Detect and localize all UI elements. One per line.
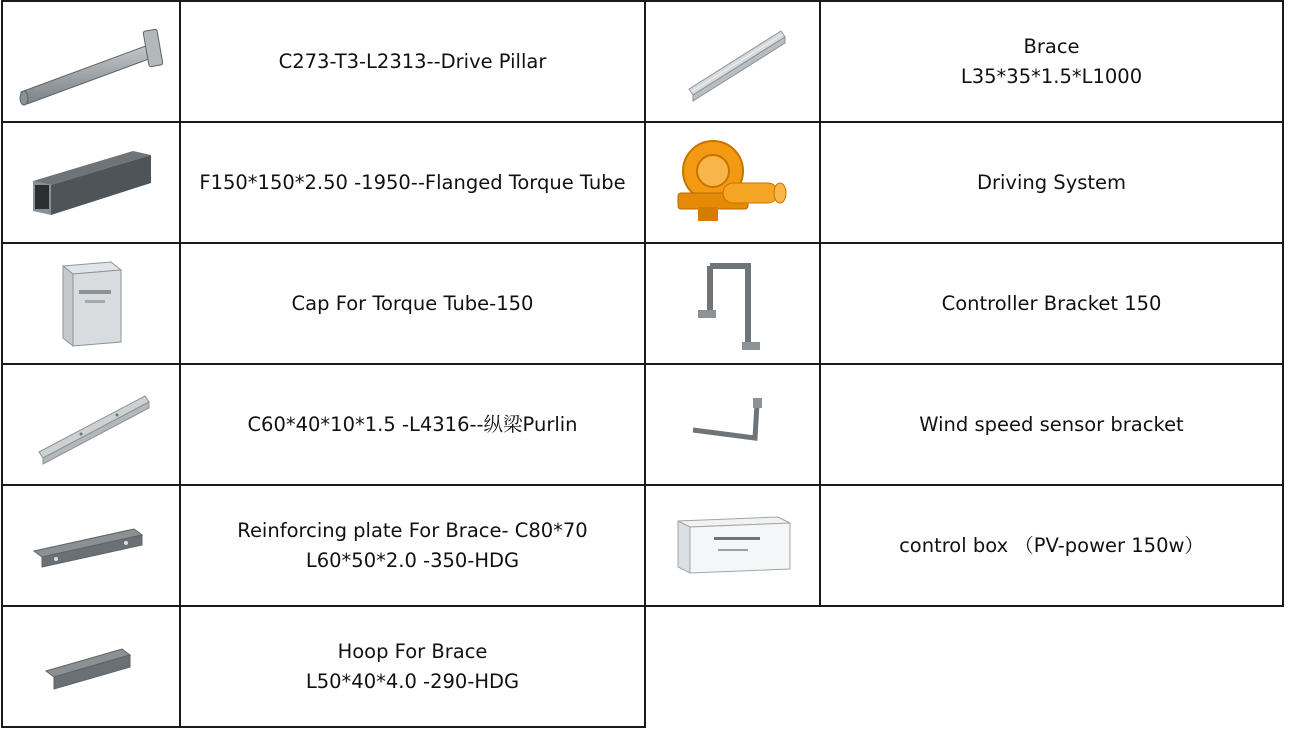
image-cell [2, 606, 180, 727]
part-label-cell [180, 485, 645, 606]
part-label-cell [180, 122, 645, 243]
part-label: L60*50*2.0 -350-HDG [305, 548, 520, 572]
table-row [2, 1, 1283, 122]
part-label: L50*40*4.0 -290-HDG [305, 669, 520, 693]
image-cell [2, 1, 180, 122]
part-label: Driving System [976, 170, 1127, 194]
part-label-cell [820, 1, 1283, 122]
part-label-cell [820, 122, 1283, 243]
part-label: Wind speed sensor bracket [919, 412, 1184, 436]
torque-tube-icon [21, 143, 161, 223]
controller-bracket-icon [688, 254, 778, 354]
part-label: Controller Bracket 150 [941, 291, 1162, 315]
drive-pillar-icon [11, 14, 171, 109]
part-label: Brace [1023, 34, 1080, 58]
table-row [2, 122, 1283, 243]
cap-box-icon [51, 254, 131, 354]
table-row [2, 364, 1283, 485]
part-label: Cap For Torque Tube-150 [291, 291, 534, 315]
table-row [2, 243, 1283, 364]
part-label-cell [820, 485, 1283, 606]
image-cell [2, 122, 180, 243]
image-cell [2, 243, 180, 364]
brace-icon [673, 17, 793, 107]
part-label: L35*35*1.5*L1000 [960, 64, 1143, 88]
parts-table [1, 0, 1284, 728]
part-label-cell [180, 243, 645, 364]
image-cell [645, 243, 820, 364]
part-label: Hoop For Brace [337, 639, 488, 663]
image-cell [2, 485, 180, 606]
wind-sensor-bracket-icon [683, 390, 783, 460]
driving-system-icon [668, 133, 798, 233]
image-cell [645, 1, 820, 122]
image-cell [645, 122, 820, 243]
part-label-cell [180, 1, 645, 122]
part-label: Reinforcing plate For Brace- C80*70 [237, 518, 588, 542]
part-label: control box （PV-power 150w） [899, 533, 1204, 557]
image-cell [645, 364, 820, 485]
part-label: C60*40*10*1.5 -L4316--纵梁Purlin [247, 412, 578, 436]
hoop-icon [36, 637, 146, 697]
table-row [2, 485, 1283, 606]
empty-cell [645, 606, 1283, 727]
part-label-cell [820, 243, 1283, 364]
purlin-icon [21, 380, 161, 470]
part-label-cell [180, 606, 645, 727]
part-label: F150*150*2.50 -1950--Flanged Torque Tube [199, 170, 626, 194]
control-box-icon [668, 511, 798, 581]
part-label-cell [180, 364, 645, 485]
image-cell [2, 364, 180, 485]
part-label: C273-T3-L2313--Drive Pillar [278, 49, 547, 73]
part-label-cell [820, 364, 1283, 485]
reinforcing-plate-icon [26, 511, 156, 581]
image-cell [645, 485, 820, 606]
table-row [2, 606, 1283, 727]
